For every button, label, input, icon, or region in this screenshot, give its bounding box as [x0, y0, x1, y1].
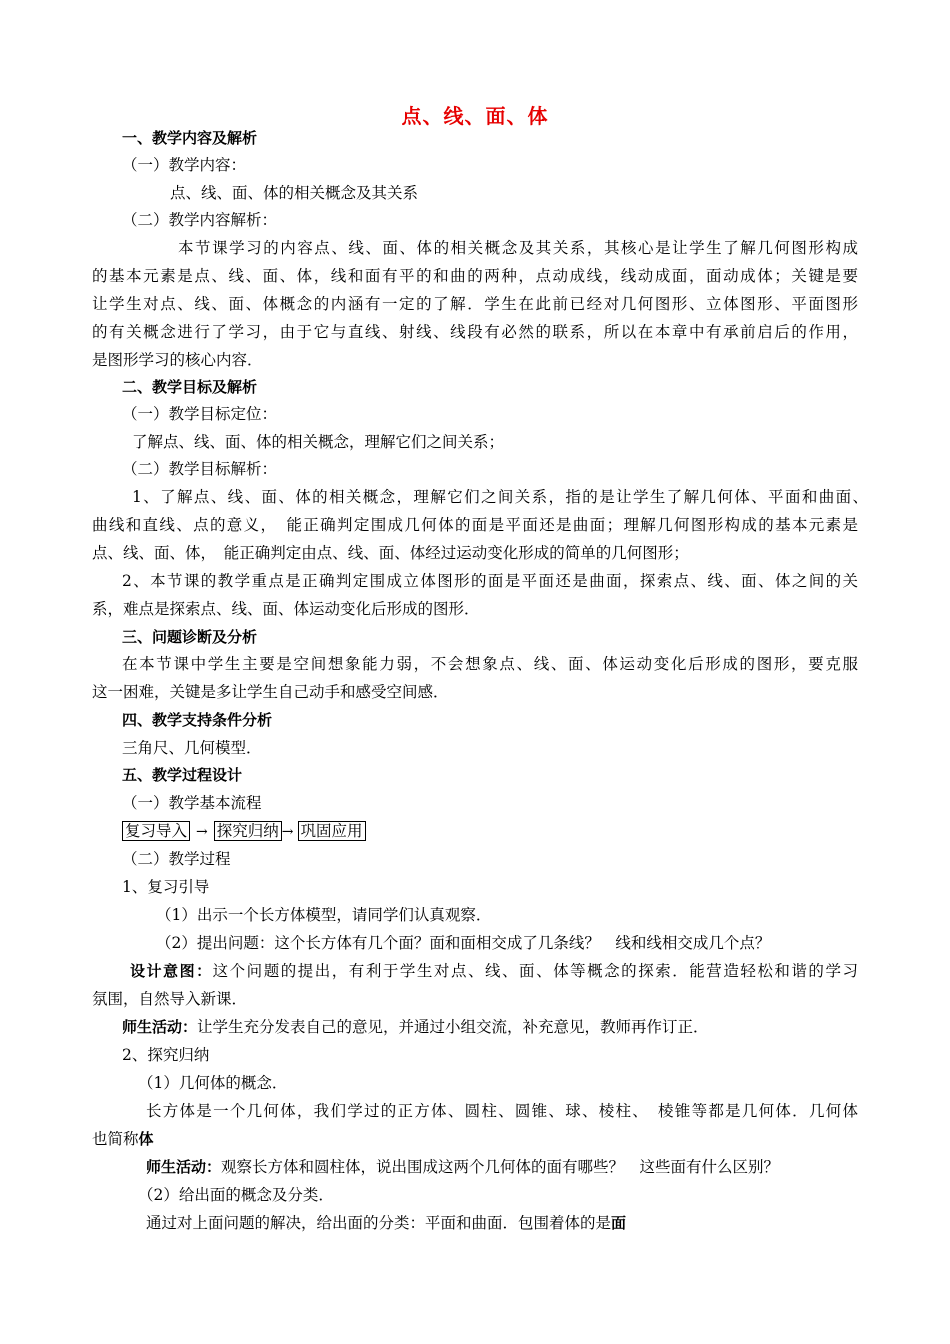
flow-step-explore: 探究归纳	[214, 821, 282, 841]
section-2-sub1: （一）教学目标定位：	[122, 405, 278, 423]
section-4-para: 三角尺、几何模型．	[122, 739, 262, 757]
design-intent-text: 这个问题的提出，有利于学生对点、线、面、体等概念的探索．能营造轻松和谐的学习	[212, 962, 858, 980]
activity-2-label: 师生活动：	[146, 1158, 222, 1176]
section-3-heading: 三、问题诊断及分析	[122, 628, 258, 646]
section-2-sub2: （二）教学目标解析：	[122, 460, 278, 478]
section-5-sub1: （一）教学基本流程	[122, 794, 262, 812]
flow-step-apply: 巩固应用	[298, 821, 366, 841]
teacher-student-activity-1	[122, 1017, 709, 1037]
concept-2-heading: （2）给出面的概念及分类．	[138, 1186, 334, 1204]
section-3-para-line-1: 在本节课中学生主要是空间想象能力弱，不会想象点、线、面、体运动变化后形成的图形，要克服	[122, 655, 858, 673]
design-intent-line-2: 氛围，自然导入新课．	[92, 990, 248, 1008]
step-2-heading: 2、探究归纳	[122, 1046, 210, 1064]
section-1-content: 点、线、面、体的相关概念及其关系	[170, 184, 419, 202]
section-1-para-line-2: 的基本元素是点、线、面、体，线和面有平的和曲的两种，点动成线，线动成面，面动成体；关键是要	[92, 267, 858, 285]
section-1-para-line-3: 让学生对点、线、面、体概念的内涵有一定的了解．学生在此前已经对几何图形、立体图形、平面图形	[92, 295, 858, 313]
question-1: （1）出示一个长方体模型，请同学们认真观察．	[156, 906, 492, 924]
section-5-sub2: （二）教学过程	[122, 850, 231, 868]
question-2: （2）提出问题：这个长方体有几个面？面和面相交成了几条线？ 线和线相交成几个点？	[156, 934, 771, 952]
teacher-student-activity-2	[146, 1157, 779, 1177]
concept-1-para-line-1: 长方体是一个几何体，我们学过的正方体、圆柱、圆锥、球、棱柱、 棱锥等都是几何体．几何体	[146, 1102, 858, 1120]
section-2-para-line-3: 点、线、面、体， 能正确判定由点、线、面、体经过运动变化形成的简单的几何图形；	[92, 544, 689, 562]
activity-2-text: 观察长方体和圆柱体，说出围成这两个几何体的面有哪些？ 这些面有什么区别？	[221, 1158, 780, 1176]
step-1-heading: 1、复习引导	[122, 878, 210, 896]
flow-step-review: 复习导入	[122, 821, 190, 841]
activity-1-text: 让学生充分发表自己的意见，并通过小组交流，补充意见，教师再作订正．	[197, 1018, 709, 1036]
concept-2-term: 面	[611, 1214, 627, 1232]
section-1-para-line-1: 本节课学习的内容点、线、面、体的相关概念及其关系，其核心是让学生了解几何图形构成	[178, 239, 858, 257]
flow-arrow-icon: →	[281, 824, 294, 840]
design-intent-label: 设计意图：	[130, 962, 213, 980]
section-2-para-line-4: 2、本节课的教学重点是正确判定围成立体图形的面是平面还是曲面，探索点、线、面、体之间的关	[122, 572, 858, 590]
section-5-heading: 五、教学过程设计	[122, 766, 243, 784]
section-2-heading: 二、教学目标及解析	[122, 378, 258, 396]
concept-2-text: 通过对上面问题的解决，给出面的分类：平面和曲面．包围着体的是	[146, 1214, 612, 1232]
page-title: 点、线、面、体	[401, 104, 549, 128]
section-2-para-line-5: 系，难点是探索点、线、面、体运动变化后形成的图形．	[92, 600, 480, 618]
flow-arrow-icon: →	[196, 824, 208, 840]
section-1-heading: 一、教学内容及解析	[122, 129, 258, 147]
section-2-para-line-1: 1、了解点、线、面、体的相关概念，理解它们之间关系，指的是让学生了解几何体、平面和曲面、	[132, 488, 868, 506]
section-2-para-line-2: 曲线和直线、点的意义， 能正确判定围成几何体的面是平面还是曲面；理解几何图形构成的基本元素是	[92, 516, 858, 534]
section-3-para-line-2: 这一困难，关键是多让学生自己动手和感受空间感．	[92, 683, 449, 701]
flow-chart	[122, 821, 366, 842]
concept-1-term: 体	[138, 1130, 154, 1148]
section-1-sub1: （一）教学内容：	[122, 156, 247, 174]
concept-1-heading: （1）几何体的概念．	[138, 1074, 288, 1092]
section-4-heading: 四、教学支持条件分析	[122, 711, 273, 729]
concept-2-para	[146, 1213, 626, 1233]
section-1-para-line-5: 是图形学习的核心内容．	[92, 351, 263, 369]
design-intent-line-1	[130, 961, 858, 981]
concept-1-text: 也简称	[92, 1130, 139, 1148]
activity-1-label: 师生活动：	[122, 1018, 198, 1036]
section-1-sub2: （二）教学内容解析：	[122, 211, 278, 229]
section-1-para-line-4: 的有关概念进行了学习，由于它与直线、射线、线段有必然的联系，所以在本章中有承前启后的作用，	[92, 323, 858, 341]
concept-1-para-line-2	[92, 1129, 154, 1149]
section-2-goal: 了解点、线、面、体的相关概念，理解它们之间关系；	[132, 433, 505, 451]
